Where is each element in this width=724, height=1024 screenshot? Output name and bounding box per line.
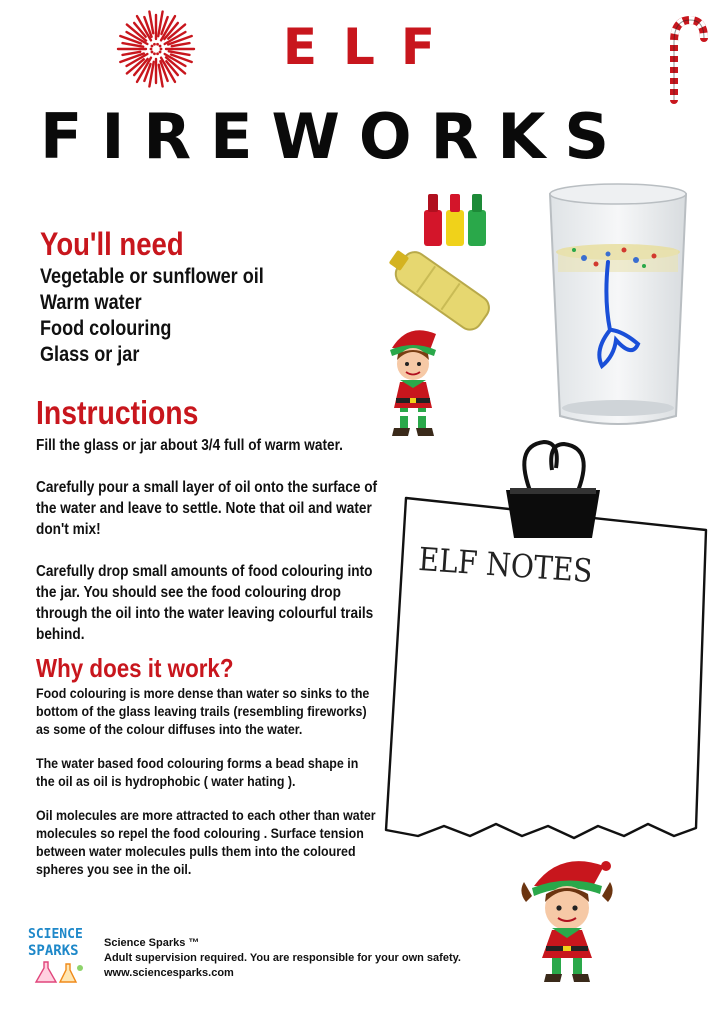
girl-elf-image bbox=[512, 852, 622, 984]
title-elf: ELF bbox=[282, 18, 462, 76]
footer-text bbox=[104, 936, 461, 981]
glass-fireworks-image bbox=[544, 180, 692, 430]
needs-heading: You'll need bbox=[40, 226, 184, 262]
boy-elf-image bbox=[378, 322, 448, 440]
why-paragraph: The water based food colouring forms a bead shape in the oil as oil is hydrophobic ( water hating ). bbox=[36, 756, 359, 789]
flask-icon bbox=[28, 960, 88, 984]
need-item: Food colouring bbox=[40, 317, 172, 340]
science-sparks-logo bbox=[28, 926, 94, 986]
logo-line-1: SCIENCE bbox=[28, 927, 83, 942]
instruction-step: Carefully drop small amounts of food colouring into the jar. You should see the food colouring drop through the oil into the water leaving colourful trails behind. bbox=[36, 563, 374, 643]
need-item: Warm water bbox=[40, 291, 142, 314]
need-item: Vegetable or sunflower oil bbox=[40, 265, 264, 288]
why-paragraph: Oil molecules are more attracted to each other than water molecules so repel the food colouring . Surface tension between water molecules pulls them into the coloured spheres you see in the oil. bbox=[36, 808, 376, 877]
footer-disclaimer: Adult supervision required. You are responsible for your own safety. bbox=[104, 952, 461, 964]
instruction-step: Carefully pour a small layer of oil onto the surface of the water and leave to settle. Note that oil and water don't mix! bbox=[36, 479, 378, 538]
instructions-heading: Instructions bbox=[36, 394, 199, 431]
title-fireworks: FIREWORKS bbox=[40, 100, 629, 173]
why-heading: Why does it work? bbox=[36, 653, 234, 683]
logo-line-2: SPARKS bbox=[28, 943, 79, 959]
instruction-step: Fill the glass or jar about 3/4 full of warm water. bbox=[36, 437, 343, 454]
why-paragraph: Food colouring is more dense than water so sinks to the bottom of the glass leaving trails (resembling fireworks) as some of the colour diffuses into the water. bbox=[36, 686, 370, 737]
needs-list bbox=[40, 264, 300, 368]
elf-notes-title: ELF NOTES bbox=[417, 540, 594, 591]
need-item: Glass or jar bbox=[40, 343, 140, 366]
footer-url-link[interactable]: www.sciencesparks.com bbox=[104, 967, 234, 979]
footer-brand: Science Sparks ™ bbox=[104, 937, 200, 949]
binder-clip-icon bbox=[498, 438, 608, 544]
